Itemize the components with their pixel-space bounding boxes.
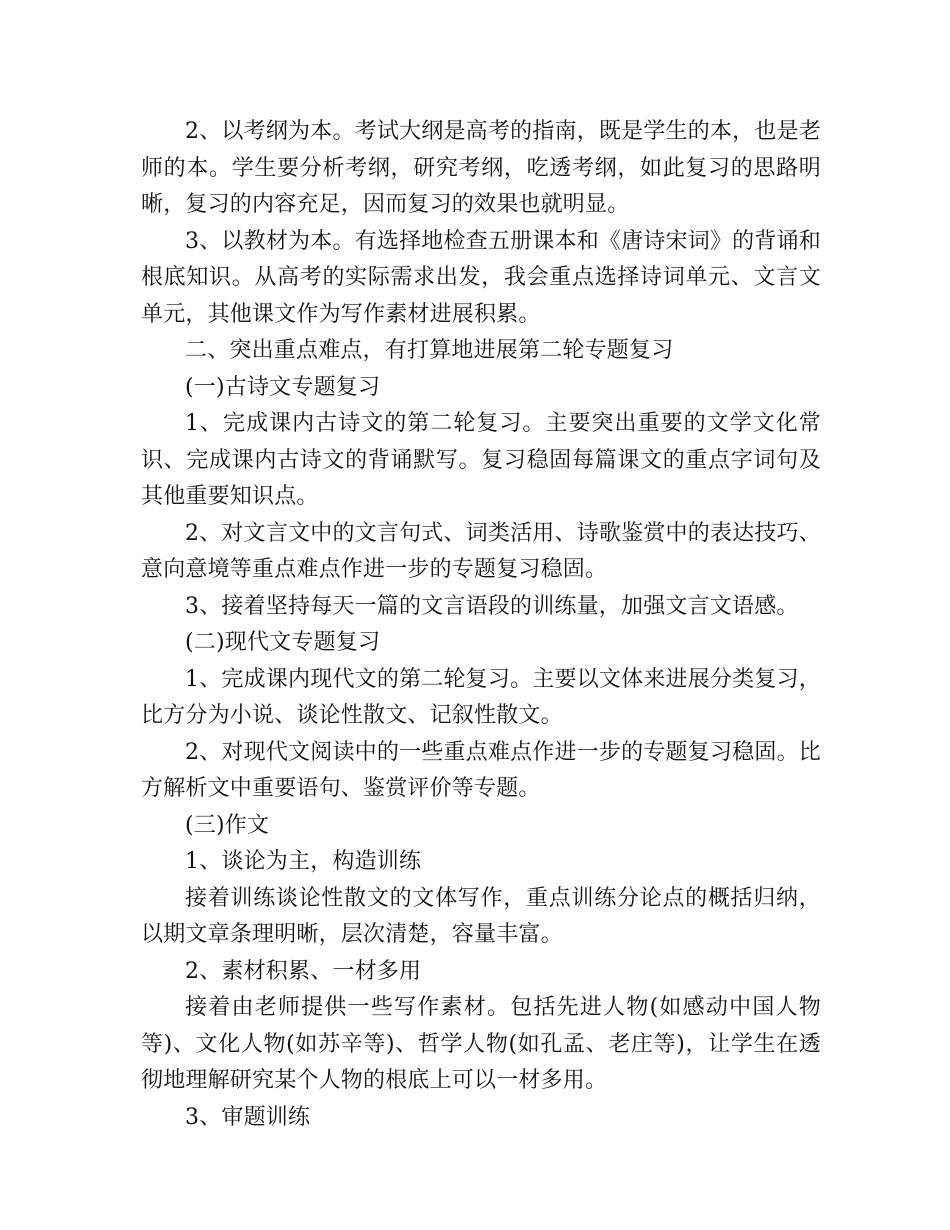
item-argument-training: 1、谈论为主，构造训练 <box>185 849 422 874</box>
paragraph-outline-basis: 2、以考纲为本。考试大纲是高考的指南，既是学生的本，也是老师的本。学生要分析考纲，研究考纲，吃透考纲，如此复习的思路明晰，复习的内容充足，因而复习的效果也就明显。 <box>141 119 821 217</box>
section-heading-second-round: 二、突出重点难点，有打算地进展第二轮专题复习 <box>185 338 674 363</box>
item-topic-review-training: 3、审题训练 <box>185 1104 311 1130</box>
paragraph-modern-1: 1、完成课内现代文的第二轮复习。主要以文体来进展分类复习，比方分为小说、谈论性散文、记叙性散文。 <box>141 666 821 728</box>
subheading-modern-text: (二)现代文专题复习 <box>185 630 381 655</box>
paragraph-classical-3: 3、接着坚持每天一篇的文言语段的训练量，加强文言文语感。 <box>185 593 799 619</box>
paragraph-classical-2: 2、对文言文中的文言句式、词类活用、诗歌鉴赏中的表达技巧、意向意境等重点难点作进一步的专题复习稳固。 <box>141 520 821 582</box>
paragraph-classical-1: 1、完成课内古诗文的第二轮复习。主要突出重要的文学文化常识、完成课内古诗文的背诵默写。复习稳固每篇课文的重点字词句及其他重要知识点。 <box>141 411 821 509</box>
subheading-classical-poetry: (一)古诗文专题复习 <box>185 374 381 400</box>
paragraph-material-accumulation: 接着由老师提供一些写作素材。包括先进人物(如感动中国人物等)、文化人物(如苏辛等)、哲学人物(如孔孟、老庄等)，让学生在透彻地理解研究某个人物的根底上可以一材多用。 <box>141 995 821 1093</box>
paragraph-modern-2: 2、对现代文阅读中的一些重点难点作进一步的专题复习稳固。比方解析文中重要语句、鉴赏评价等专题。 <box>141 739 821 801</box>
paragraph-argument-training: 接着训练谈论性散文的文体写作，重点训练分论点的概括归纳，以期文章条理明晰，层次清楚，容量丰富。 <box>141 885 821 947</box>
document-body <box>141 114 821 1136</box>
paragraph-textbook-basis: 3、以教材为本。有选择地检查五册课本和《唐诗宋词》的背诵和根底知识。从高考的实际需求出发，我会重点选择诗词单元、文言文单元，其他课文作为写作素材进展积累。 <box>141 228 821 327</box>
subheading-composition: (三)作文 <box>185 812 270 838</box>
item-material-accumulation: 2、素材积累、一材多用 <box>185 958 422 984</box>
